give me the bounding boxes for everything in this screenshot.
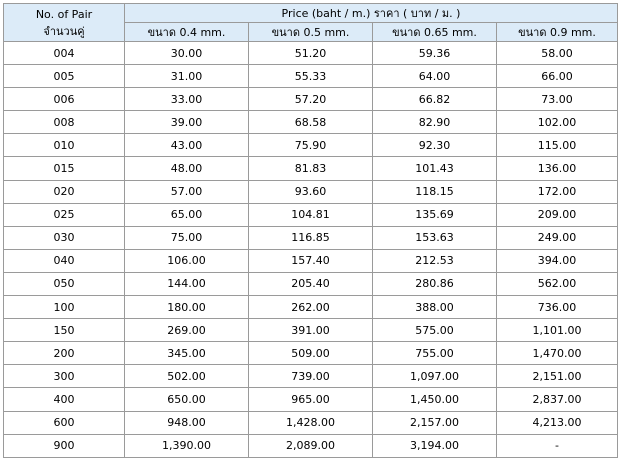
price-0-5mm-cell: 93.60 <box>249 180 373 203</box>
price-0-9mm-cell: 73.00 <box>497 88 618 111</box>
price-0-65mm-cell: 59.36 <box>373 42 497 65</box>
pair-count-header-en: No. of Pair <box>35 7 93 21</box>
price-0-4mm-cell: 33.00 <box>125 88 249 111</box>
pair-count-cell: 010 <box>4 134 125 157</box>
price-0-65mm-cell: 64.00 <box>373 65 497 88</box>
price-0-4mm-cell: 1,390.00 <box>125 434 249 457</box>
price-table-header <box>4 4 618 42</box>
table-row <box>4 319 618 342</box>
pair-count-cell: 300 <box>4 365 125 388</box>
price-0-9mm-cell: 1,101.00 <box>497 319 618 342</box>
table-row <box>4 342 618 365</box>
table-row <box>4 203 618 226</box>
table-row <box>4 365 618 388</box>
price-0-5mm-cell: 157.40 <box>249 249 373 272</box>
price-0-65mm-cell: 212.53 <box>373 249 497 272</box>
price-0-4mm-cell: 48.00 <box>125 157 249 180</box>
price-0-9mm-cell: 394.00 <box>497 249 618 272</box>
price-0-5mm-cell: 51.20 <box>249 42 373 65</box>
price-0-9mm-cell: 1,470.00 <box>497 342 618 365</box>
price-0-5mm-cell: 81.83 <box>249 157 373 180</box>
price-0-65mm-cell: 118.15 <box>373 180 497 203</box>
price-0-4mm-cell: 144.00 <box>125 272 249 295</box>
table-row <box>4 411 618 434</box>
size-header-0-5mm: ขนาด 0.5 mm. <box>249 23 373 42</box>
price-0-65mm-cell: 388.00 <box>373 296 497 319</box>
price-0-4mm-cell: 75.00 <box>125 226 249 249</box>
price-0-9mm-cell: 562.00 <box>497 272 618 295</box>
price-0-4mm-cell: 43.00 <box>125 134 249 157</box>
price-0-9mm-cell: 136.00 <box>497 157 618 180</box>
price-0-5mm-cell: 104.81 <box>249 203 373 226</box>
price-0-5mm-cell: 2,089.00 <box>249 434 373 457</box>
pair-count-cell: 600 <box>4 411 125 434</box>
price-0-65mm-cell: 66.82 <box>373 88 497 111</box>
price-table <box>3 3 618 458</box>
table-row <box>4 42 618 65</box>
price-0-5mm-cell: 1,428.00 <box>249 411 373 434</box>
price-0-5mm-cell: 205.40 <box>249 272 373 295</box>
price-0-4mm-cell: 180.00 <box>125 296 249 319</box>
price-0-5mm-cell: 116.85 <box>249 226 373 249</box>
pair-count-cell: 015 <box>4 157 125 180</box>
pair-count-cell: 900 <box>4 434 125 457</box>
table-row <box>4 226 618 249</box>
price-0-65mm-cell: 755.00 <box>373 342 497 365</box>
table-row <box>4 157 618 180</box>
price-0-65mm-cell: 82.90 <box>373 111 497 134</box>
pair-count-cell: 020 <box>4 180 125 203</box>
pair-count-header-th: จำนวนคู่ <box>43 24 85 38</box>
table-row <box>4 296 618 319</box>
size-header-0-9mm: ขนาด 0.9 mm. <box>497 23 618 42</box>
pair-count-cell: 150 <box>4 319 125 342</box>
price-0-9mm-cell: 102.00 <box>497 111 618 134</box>
price-0-65mm-cell: 101.43 <box>373 157 497 180</box>
price-table-body <box>4 42 618 458</box>
table-row <box>4 272 618 295</box>
price-0-9mm-cell: - <box>497 434 618 457</box>
price-0-65mm-cell: 575.00 <box>373 319 497 342</box>
size-header-0-65mm: ขนาด 0.65 mm. <box>373 23 497 42</box>
pair-count-cell: 008 <box>4 111 125 134</box>
price-0-4mm-cell: 650.00 <box>125 388 249 411</box>
price-0-4mm-cell: 57.00 <box>125 180 249 203</box>
price-0-4mm-cell: 106.00 <box>125 249 249 272</box>
table-row <box>4 65 618 88</box>
price-0-65mm-cell: 135.69 <box>373 203 497 226</box>
pair-count-cell: 025 <box>4 203 125 226</box>
header-row-1 <box>4 4 618 23</box>
table-row <box>4 434 618 457</box>
pair-count-cell: 005 <box>4 65 125 88</box>
pair-count-cell: 050 <box>4 272 125 295</box>
price-0-4mm-cell: 30.00 <box>125 42 249 65</box>
table-row <box>4 134 618 157</box>
price-0-65mm-cell: 2,157.00 <box>373 411 497 434</box>
pair-count-cell: 100 <box>4 296 125 319</box>
size-header-0-4mm: ขนาด 0.4 mm. <box>125 23 249 42</box>
price-0-9mm-cell: 736.00 <box>497 296 618 319</box>
table-row <box>4 180 618 203</box>
price-0-4mm-cell: 948.00 <box>125 411 249 434</box>
price-0-9mm-cell: 115.00 <box>497 134 618 157</box>
price-0-5mm-cell: 55.33 <box>249 65 373 88</box>
pair-count-cell: 040 <box>4 249 125 272</box>
price-table-container <box>3 3 618 458</box>
price-0-9mm-cell: 4,213.00 <box>497 411 618 434</box>
price-0-5mm-cell: 391.00 <box>249 319 373 342</box>
price-0-4mm-cell: 502.00 <box>125 365 249 388</box>
pair-count-header <box>4 4 125 42</box>
price-0-65mm-cell: 92.30 <box>373 134 497 157</box>
price-header: Price (baht / m.) ราคา ( บาท / ม. ) <box>125 4 618 23</box>
price-0-5mm-cell: 262.00 <box>249 296 373 319</box>
price-0-65mm-cell: 153.63 <box>373 226 497 249</box>
price-0-9mm-cell: 249.00 <box>497 226 618 249</box>
table-row <box>4 88 618 111</box>
price-0-4mm-cell: 345.00 <box>125 342 249 365</box>
price-0-5mm-cell: 739.00 <box>249 365 373 388</box>
table-row <box>4 388 618 411</box>
price-0-65mm-cell: 280.86 <box>373 272 497 295</box>
price-0-9mm-cell: 58.00 <box>497 42 618 65</box>
price-0-5mm-cell: 509.00 <box>249 342 373 365</box>
price-0-9mm-cell: 172.00 <box>497 180 618 203</box>
price-0-9mm-cell: 66.00 <box>497 65 618 88</box>
pair-count-cell: 004 <box>4 42 125 65</box>
pair-count-cell: 006 <box>4 88 125 111</box>
price-0-5mm-cell: 965.00 <box>249 388 373 411</box>
price-0-5mm-cell: 68.58 <box>249 111 373 134</box>
price-0-65mm-cell: 3,194.00 <box>373 434 497 457</box>
pair-count-cell: 400 <box>4 388 125 411</box>
table-row <box>4 111 618 134</box>
price-0-4mm-cell: 39.00 <box>125 111 249 134</box>
price-0-5mm-cell: 75.90 <box>249 134 373 157</box>
price-0-65mm-cell: 1,450.00 <box>373 388 497 411</box>
price-0-9mm-cell: 209.00 <box>497 203 618 226</box>
pair-count-cell: 030 <box>4 226 125 249</box>
price-0-9mm-cell: 2,837.00 <box>497 388 618 411</box>
table-row <box>4 249 618 272</box>
price-0-65mm-cell: 1,097.00 <box>373 365 497 388</box>
price-0-5mm-cell: 57.20 <box>249 88 373 111</box>
price-0-9mm-cell: 2,151.00 <box>497 365 618 388</box>
price-0-4mm-cell: 65.00 <box>125 203 249 226</box>
pair-count-cell: 200 <box>4 342 125 365</box>
price-0-4mm-cell: 269.00 <box>125 319 249 342</box>
price-0-4mm-cell: 31.00 <box>125 65 249 88</box>
